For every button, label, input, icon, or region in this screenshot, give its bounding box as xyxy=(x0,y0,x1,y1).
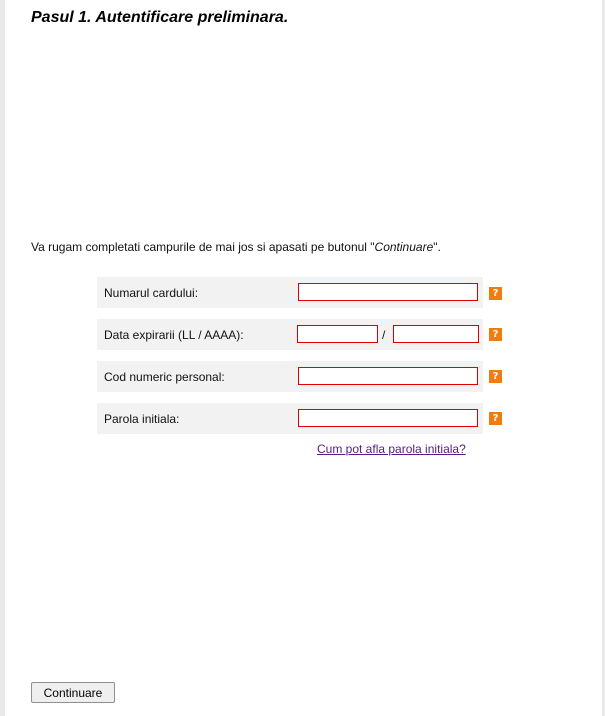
date-separator: / xyxy=(382,328,386,342)
cnp-row xyxy=(97,361,483,392)
cnp-input[interactable] xyxy=(298,367,478,385)
question-mark-icon[interactable]: ? xyxy=(489,412,502,425)
initial-password-help-link[interactable]: Cum pot afla parola initiala? xyxy=(317,442,466,456)
card-number-input[interactable] xyxy=(298,283,478,301)
card-number-row xyxy=(97,277,483,308)
card-number-label: Numarul cardului: xyxy=(104,286,199,300)
question-mark-icon[interactable]: ? xyxy=(489,370,502,383)
expiry-year-input[interactable] xyxy=(393,325,479,343)
page-title: Pasul 1. Autentificare preliminara. xyxy=(31,9,289,26)
expiry-month-input[interactable] xyxy=(297,325,378,343)
question-mark-icon[interactable]: ? xyxy=(489,287,502,300)
instructions-emphasis: Continuare xyxy=(374,240,434,254)
instructions-text xyxy=(31,240,441,254)
question-mark-icon[interactable]: ? xyxy=(489,328,502,341)
left-border xyxy=(0,0,5,716)
initial-password-row xyxy=(97,403,483,434)
instructions-prefix: Va rugam completati campurile de mai jos si apasati pe butonul " xyxy=(31,240,375,254)
expiry-date-label: Data expirarii (LL / AAAA): xyxy=(104,328,244,342)
instructions-suffix: ". xyxy=(433,240,441,254)
initial-password-input[interactable] xyxy=(298,409,478,427)
cnp-label: Cod numeric personal: xyxy=(104,370,225,384)
continue-button[interactable]: Continuare xyxy=(31,682,115,703)
expiry-date-row xyxy=(97,319,483,350)
initial-password-label: Parola initiala: xyxy=(104,412,180,426)
